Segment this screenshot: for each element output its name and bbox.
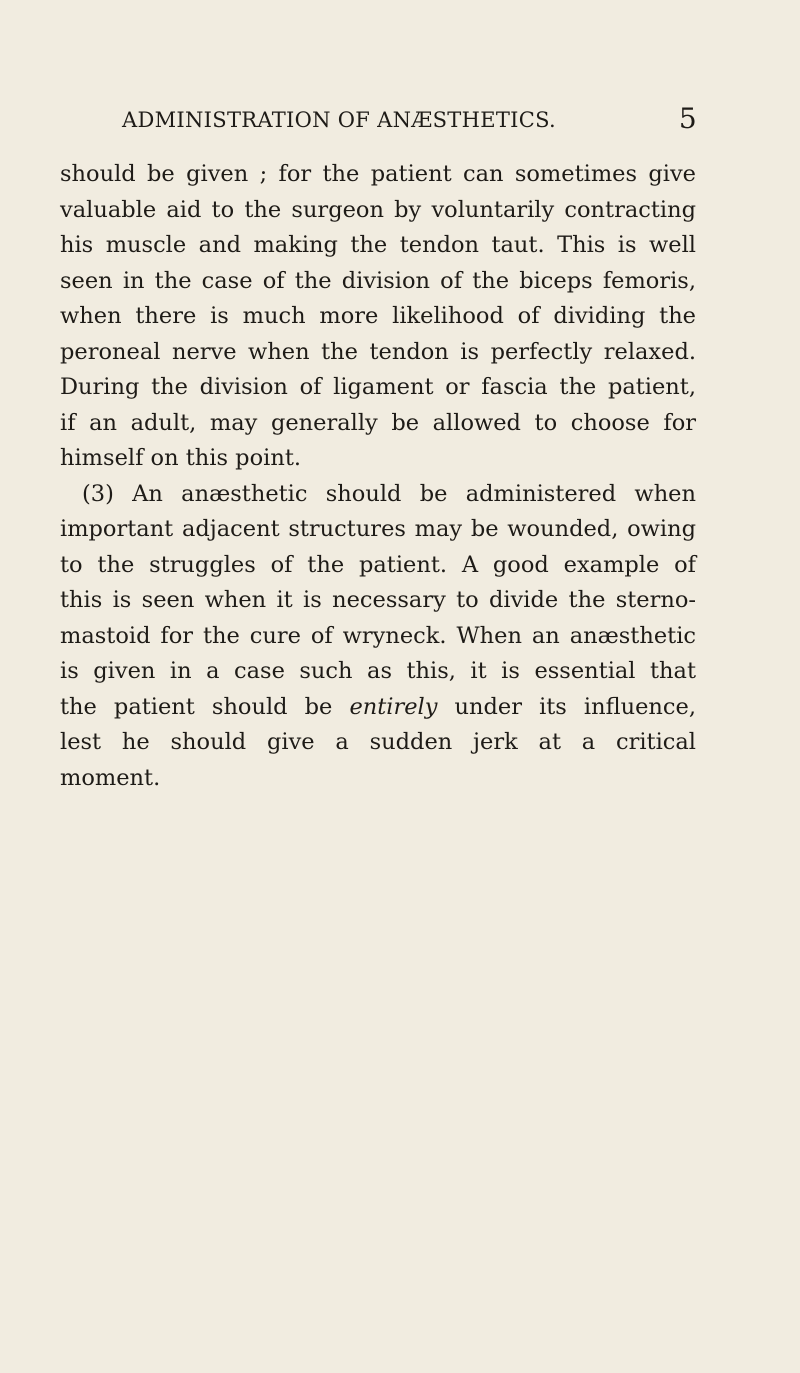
text-line: mastoid for the cure of wryneck. When an anæsthetic: [60, 622, 696, 649]
text-line: himself on this point.: [60, 445, 302, 471]
text-line: peroneal nerve when the tendon is perfectly relaxed.: [60, 338, 696, 365]
page-number: 5: [678, 102, 697, 135]
text-line: when there is much more likelihood of dividing the: [60, 303, 696, 329]
text-line: valuable aid to the surgeon by voluntarily contracting: [60, 196, 696, 223]
text-line: seen in the case of the division of the biceps femoris,: [60, 267, 696, 294]
text-line: important adjacent structures may be wounded, owing: [60, 516, 696, 542]
text-line: lest he should give a sudden jerk at a critical: [60, 729, 696, 755]
running-head: ADMINISTRATION OF ANÆSTHETICS.: [122, 108, 557, 132]
paragraph-start-line: (3) An anæsthetic should be administered when: [82, 480, 696, 507]
text-line: moment.: [60, 764, 161, 791]
text-segment: under its influence,: [437, 693, 696, 720]
page-header: [122, 102, 697, 144]
emphasized-word: entirely: [349, 693, 438, 720]
text-segment: the patient should be: [60, 693, 350, 720]
text-line: if an adult, may generally be allowed to choose for: [60, 409, 696, 436]
text-line: to the struggles of the patient. A good example of: [60, 551, 696, 578]
text-line: [60, 690, 696, 726]
text-line: During the division of ligament or fascia the patient,: [60, 374, 696, 400]
text-line: is given in a case such as this, it is essential that: [60, 658, 696, 684]
text-line: should be given ; for the patient can sometimes give: [60, 161, 696, 187]
body-text: [60, 157, 696, 796]
text-line: his muscle and making the tendon taut. This is well: [60, 232, 696, 258]
text-line: this is seen when it is necessary to divide the sterno-: [60, 587, 696, 613]
